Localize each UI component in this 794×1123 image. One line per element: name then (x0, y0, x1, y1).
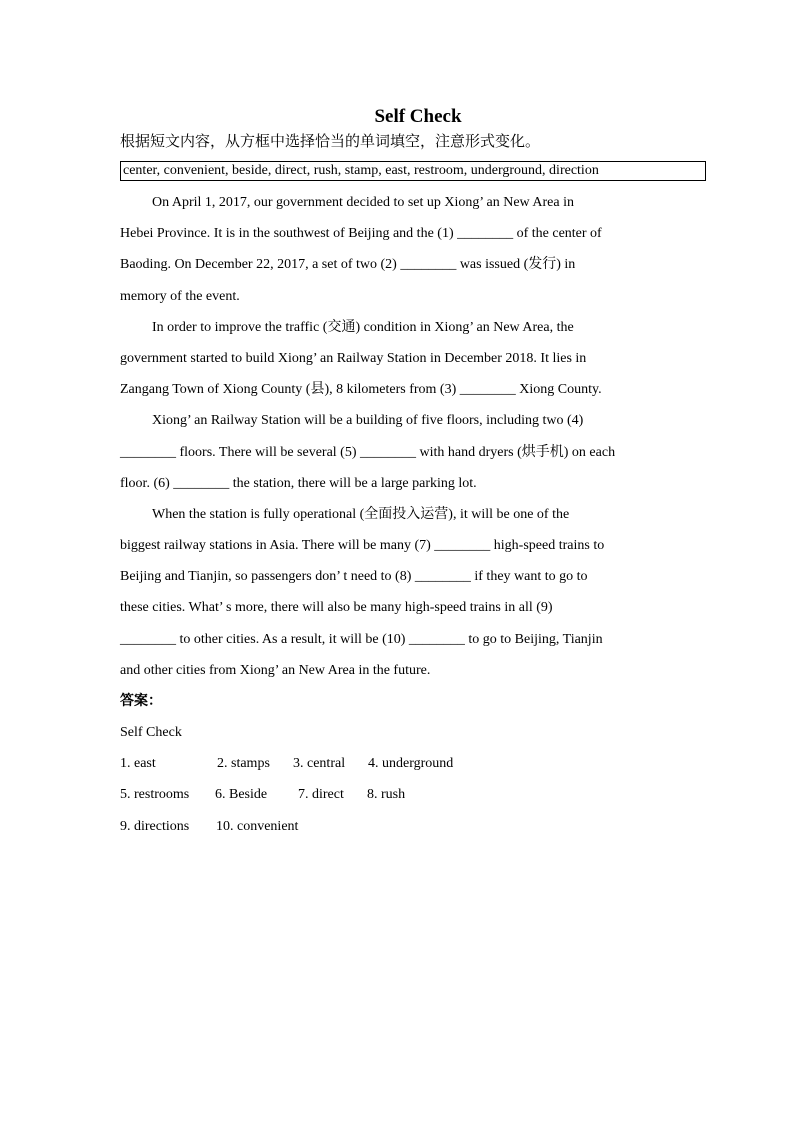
passage-line: memory of the event. (120, 288, 240, 304)
passage-line: Xiong’ an Railway Station will be a building of five floors, including two (4) (152, 413, 584, 429)
passage-line: On April 1, 2017, our government decided to set up Xiong’ an New Area in (152, 195, 574, 210)
passage-line: Baoding. On December 22, 2017, a set of two (2) ________ was issued (发行) in (120, 257, 576, 273)
answer-subtitle: Self Check (120, 725, 182, 740)
answer-item: 3. central (293, 756, 346, 772)
answer-item: 7. direct (298, 787, 344, 803)
answer-item: 10. convenient (216, 818, 299, 834)
passage-line: In order to improve the traffic (交通) condition in Xiong’ an New Area, the (152, 319, 574, 335)
answer-item: 2. stamps (217, 756, 270, 772)
document-page (120, 104, 706, 842)
passage-line: biggest railway stations in Asia. There will be many (7) ________ high-speed trains to (120, 538, 605, 554)
passage-line: floor. (6) ________ the station, there will be a large parking lot. (120, 475, 477, 491)
passage (120, 187, 706, 686)
answer-row (120, 779, 706, 810)
answer-row (120, 811, 706, 842)
word-box: center, convenient, beside, direct, rush, stamp, east, restroom, underground, direction (120, 161, 706, 181)
answer-item: 5. restrooms (120, 787, 190, 803)
answer-item: 9. directions (120, 818, 190, 834)
instruction-text: 根据短文内容，从方框中选择恰当的单词填空，注意形式变化。 (120, 132, 541, 150)
passage-line: government started to build Xiong’ an Railway Station in December 2018. It lies in (120, 350, 587, 366)
passage-line: Beijing and Tianjin, so passengers don’ t need to (8) ________ if they want to go to (120, 569, 588, 585)
answer-heading: 答案： (120, 693, 162, 709)
answer-item: 8. rush (367, 787, 406, 803)
answer-item: 6. Beside (215, 787, 268, 803)
passage-line: Zangang Town of Xiong County (县), 8 kilometers from (3) ________ Xiong County. (120, 382, 602, 398)
passage-line: When the station is fully operational (全面投入运营), it will be one of the (152, 506, 570, 522)
passage-line: and other cities from Xiong’ an New Area in the future. (120, 662, 431, 678)
page-title: Self Check (374, 106, 462, 127)
passage-line: ________ floors. There will be several (5) ________ with hand dryers (烘手机) on each (120, 444, 616, 460)
answer-row (120, 748, 706, 779)
passage-line: these cities. What’ s more, there will also be many high-speed trains in all (9) (120, 600, 553, 616)
answer-item: 4. underground (368, 756, 454, 772)
passage-line: Hebei Province. It is in the southwest of Beijing and the (1) ________ of the center of (120, 226, 602, 242)
passage-line: ________ to other cities. As a result, it will be (10) ________ to go to Beijing, Tianjin (120, 631, 603, 647)
answer-item: 1. east (120, 756, 156, 772)
